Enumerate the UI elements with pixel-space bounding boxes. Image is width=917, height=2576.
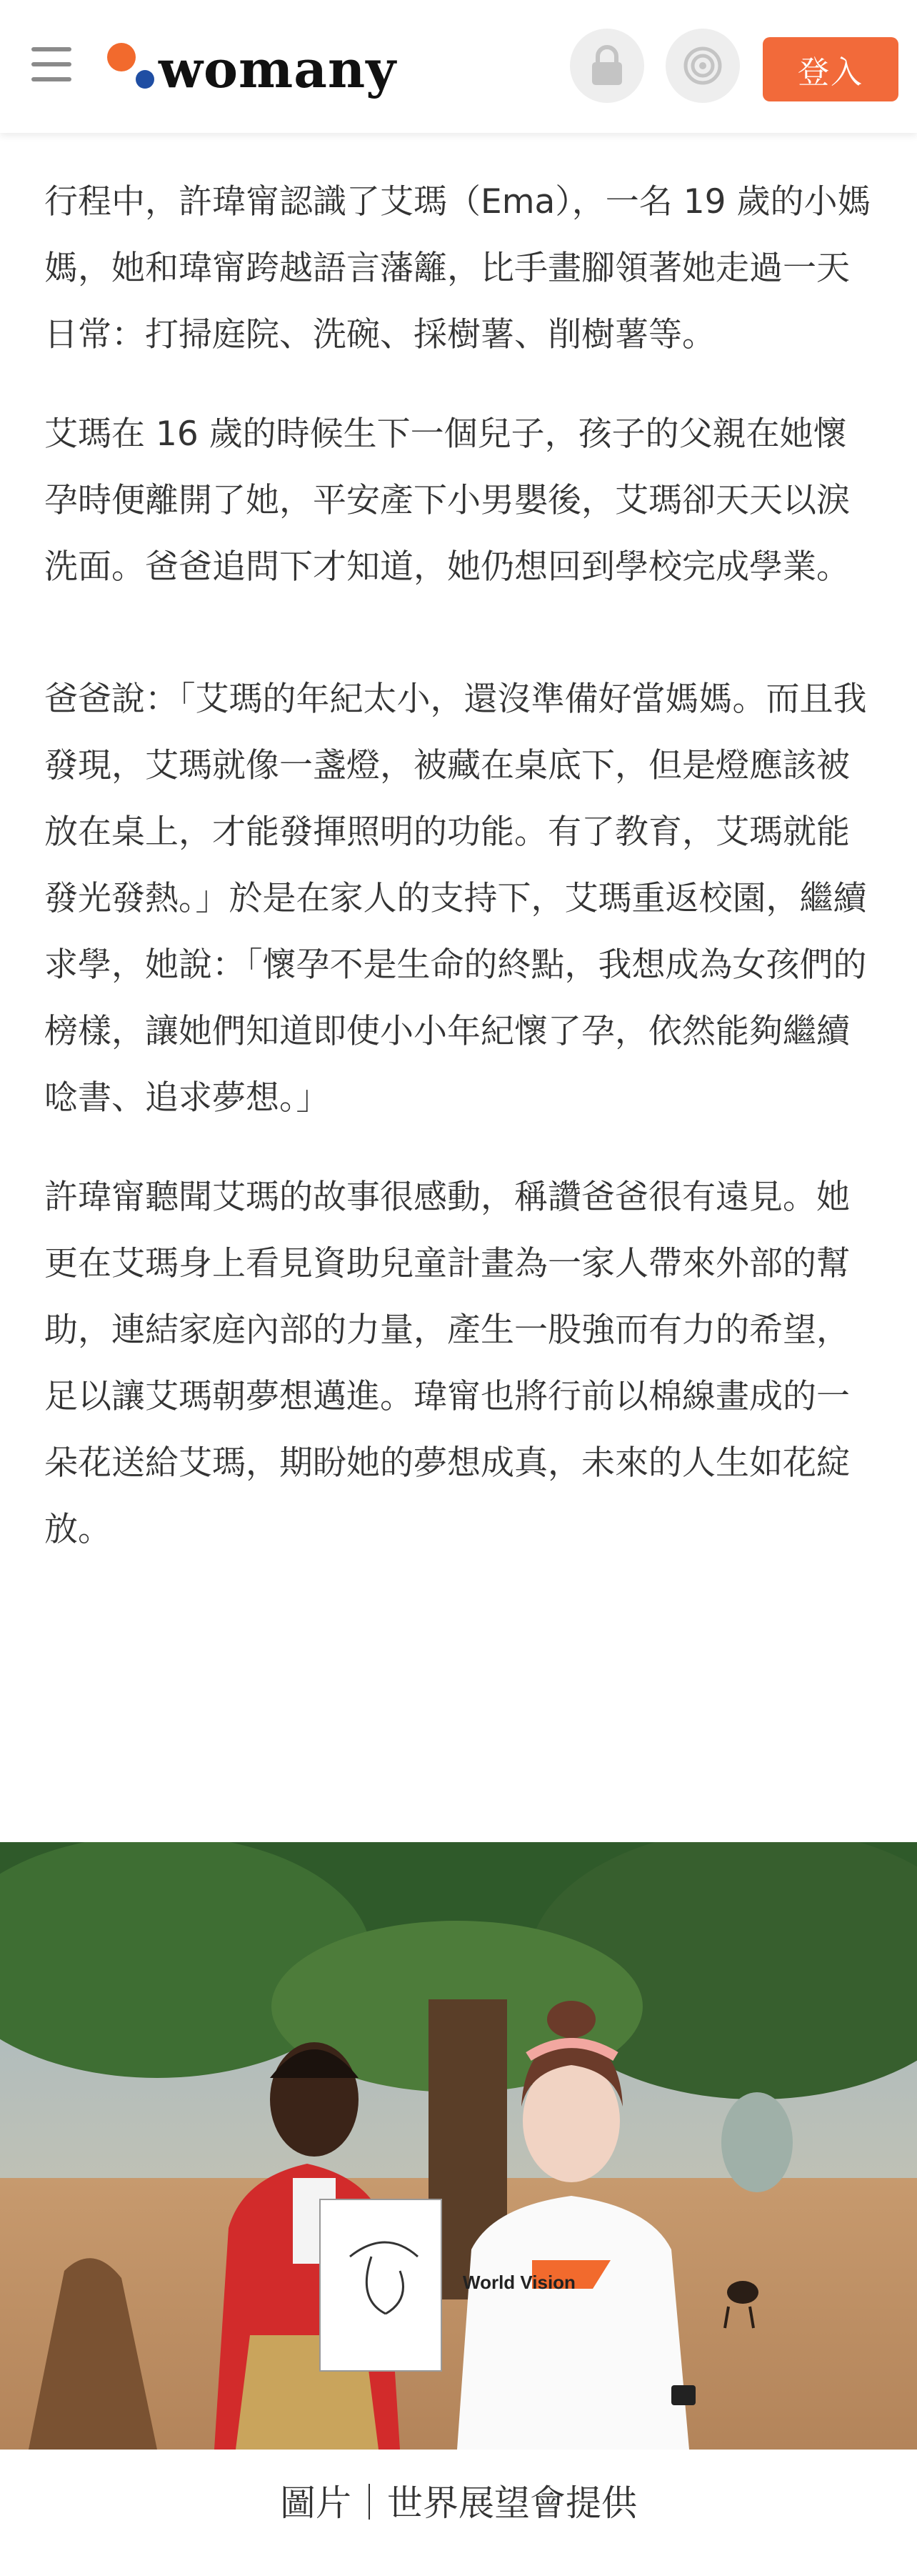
menu-icon[interactable] xyxy=(31,47,71,81)
login-button[interactable]: 登入 xyxy=(763,37,898,101)
article-paragraph: 行程中，許瑋甯認識了艾瑪（Ema），一名 19 歲的小媽媽，她和瑋甯跨越語言藩籬，比手畫腳領著她走過一天日常：打掃庭院、洗碗、採樹薯、削樹薯等。 xyxy=(44,182,871,354)
explore-button[interactable] xyxy=(666,29,740,103)
shirt-text: World Vision xyxy=(463,2272,576,2293)
photo-caption: 圖片｜世界展望會提供 xyxy=(280,2482,637,2524)
article-paragraph: 許瑋甯聽聞艾瑪的故事很感動，稱讚爸爸很有遠見。她更在艾瑪身上看見資助兒童計畫為一家人帶來外部的幫助，連結家庭內部的力量，產生一股強而有力的希望，足以讓艾瑪朝夢想邁進。瑋甯也將行前以棉線畫成的一朵花送給艾瑪，期盼她的夢想成真，未來的人生如花綻放。 xyxy=(44,1178,850,1549)
logo-blue-dot xyxy=(136,70,154,89)
lock-button[interactable] xyxy=(570,29,644,103)
top-navigation-bar xyxy=(0,0,917,133)
article-paragraph: 艾瑪在 16 歲的時候生下一個兒子，孩子的父親在她懷孕時便離開了她，平安產下小男嬰後，艾瑪卻天天以淚洗面。爸爸追問下才知道，她仍想回到學校完成學業。 xyxy=(44,414,850,587)
lock-icon xyxy=(589,45,625,86)
article-body xyxy=(44,169,873,1596)
article-photo xyxy=(0,1842,917,2450)
logo-wordmark: womany xyxy=(159,39,397,99)
article-paragraph: 爸爸說：「艾瑪的年紀太小，還沒準備好當媽媽。而且我發現，艾瑪就像一盞燈，被藏在桌底下，但是燈應該被放在桌上，才能發揮照明的功能。有了教育，艾瑪就能發光發熱。」於是在家人的支持下，艾瑪重返校園，繼續求學，她說：「懷孕不是生命的終點，我想成為女孩們的榜樣，讓她們知道即使小小年紀懷了孕，依然能夠繼續唸書、追求夢想。」 xyxy=(44,680,867,1118)
target-icon xyxy=(681,44,724,87)
logo-orange-dot xyxy=(107,43,136,71)
photo-illustration xyxy=(0,1842,917,2450)
womany-logo[interactable] xyxy=(107,37,397,101)
